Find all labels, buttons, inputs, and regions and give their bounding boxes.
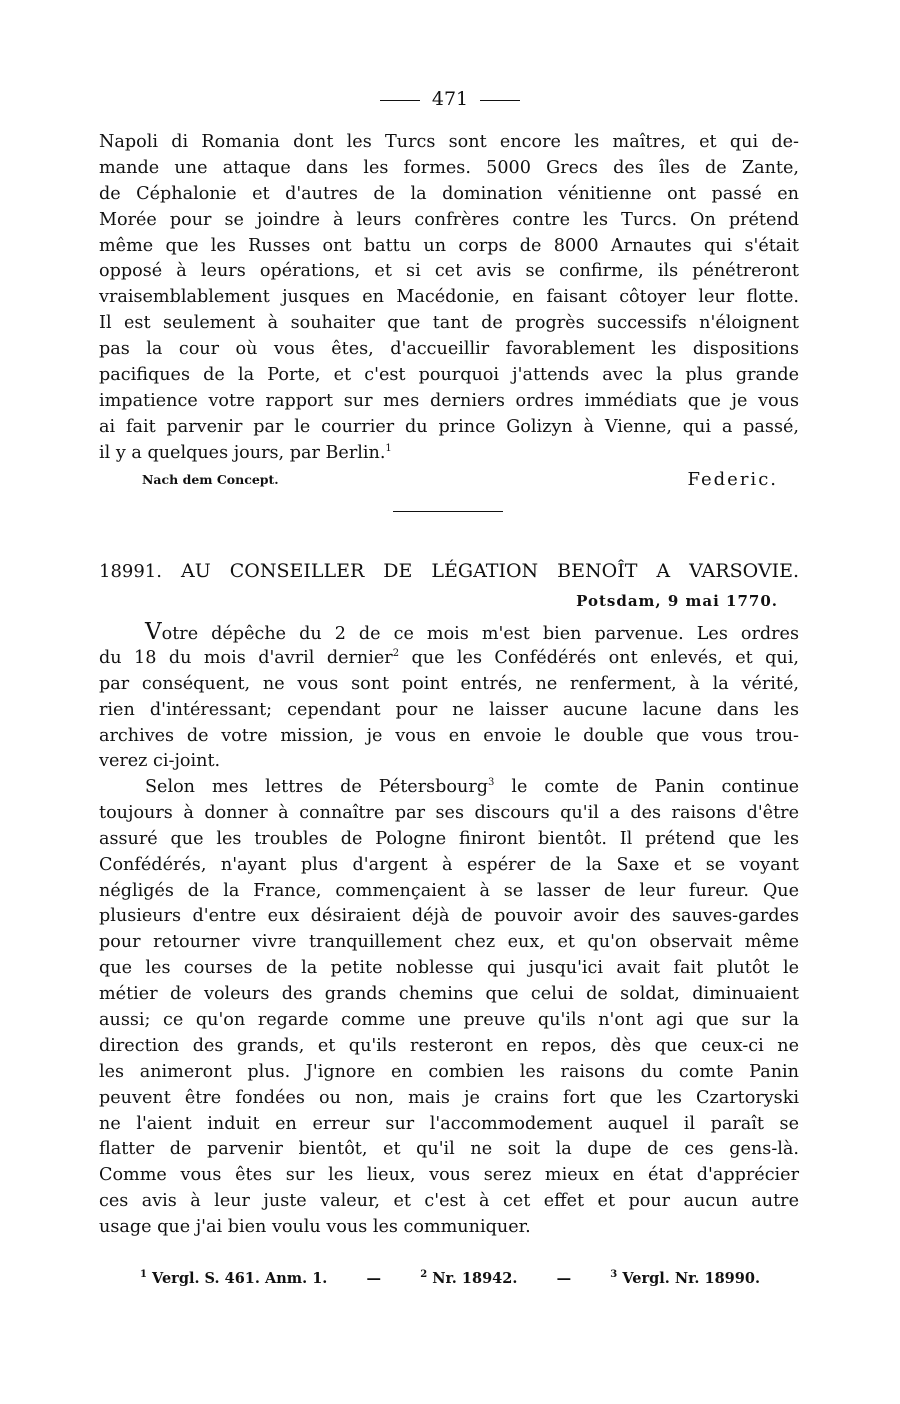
document-title: AU CONSEILLER DE LÉGATION BENOÎT A VARSOVIE. [181,560,799,582]
signature: Federic. [687,469,778,490]
text-line: ces avis à leur juste valeur, et c'est à cet effet et pour aucun autre [99,1191,799,1212]
footnote-mark: 3 [610,1269,618,1281]
text-fragment: Selon mes lettres de Pétersbourg [145,777,489,797]
text-line: plusieurs d'entre eux désiraient déjà de pouvoir avoir des sauves-gardes [99,906,799,927]
footnote-2 [420,1270,517,1287]
footnote-3 [610,1270,760,1287]
letter-paragraph-1 [99,620,799,775]
text-line: pas la cour où vous êtes, d'accueillir favorablement les dispositions [99,339,799,360]
source-note: Nach dem Concept. [142,472,279,487]
text-line: assuré que les troubles de Pologne finiront bientôt. Il prétend que les [99,828,799,849]
text-line-last: verez ci-joint. [99,751,221,772]
text-line: archives de votre mission, je vous en envoie le double que vous trou- [99,725,799,746]
text-line: peuvent être fondées ou non, mais je crains fort que les Czartoryski [99,1087,799,1108]
text-line [99,775,799,801]
text-line: Morée pour se joindre à leurs confrères contre les Turcs. On prétend [99,209,799,230]
text-line: aussi; ce qu'on regarde comme une preuve qu'ils n'ont agi que sur la [99,1010,799,1031]
text-line: Comme vous êtes sur les lieux, vous serez mieux en état d'apprécier [99,1165,799,1186]
page-number-right-dash [480,100,520,101]
text-line: vraisemblablement jusques en Macédonie, en faisant côtoyer leur flotte. [99,287,799,308]
text-line [99,646,799,672]
text-line: même que les Russes ont battu un corps de 8000 Arnautes qui s'était [99,235,799,256]
text-line: ne l'aient induit en erreur sur l'accommodement auquel il paraît se [99,1113,799,1134]
drop-cap: V [145,619,162,645]
text-line: métier de voleurs des grands chemins que celui de soldat, diminuaient [99,984,799,1005]
text-line-last: usage que j'ai bien voulu vous les communiquer. [99,1217,531,1238]
footnote-text: Vergl. Nr. 18990. [622,1270,760,1287]
dateline: Potsdam, 9 mai 1770. [576,592,778,610]
text-line: direction des grands, et qu'ils resteront en repos, dès que ceux-ci ne [99,1035,799,1056]
footnote-separator: — [366,1270,382,1287]
text-line: toujours à donner à connaître par ses discours qu'il a des raisons d'être [99,802,799,823]
closing-row [142,469,778,493]
text-line: pacifiques de la Porte, et c'est pourquoi j'attends avec la plus grande [99,365,799,386]
text-line: opposé à leurs opérations, et si cet avis se confirme, ils pénétreront [99,261,799,282]
text-line: Il est seulement à souhaiter que tant de progrès successifs n'éloignent [99,313,799,334]
document-number: 18991. [99,561,162,582]
page-number-text: 471 [431,88,469,110]
document-heading [99,560,799,582]
text-fragment: il y a quelques jours, par Berlin. [99,442,386,463]
page-number-left-dash [380,100,420,101]
text-fragment: que les Confédérés ont enlevés, et qui, [399,647,799,668]
text-line-last [99,441,799,467]
text-line: impatience votre rapport sur mes derniers ordres immédiats que je vous [99,390,799,411]
footnote-mark: 2 [392,648,400,660]
footnote-mark: 3 [488,777,495,789]
letter-paragraph-2 [99,775,799,1241]
text-line: pour retourner vivre tranquillement chez eux, et qu'on observait même [99,932,799,953]
section-divider [393,511,503,512]
text-line [99,620,799,646]
text-line: de Céphalonie et d'autres de la domination vénitienne ont passé en [99,183,799,204]
text-line: flatter de parvenir bientôt, et qu'il ne soit la dupe de ces gens-là. [99,1139,799,1160]
text-line: les animeront plus. J'ignore en combien les raisons du comte Panin [99,1061,799,1082]
footnote-text: Nr. 18942. [432,1270,518,1287]
text-line: Napoli di Romania dont les Turcs sont encore les maîtres, et qui de- [99,132,799,152]
page-number [0,88,900,110]
text-line: rien d'intéressant; cependant pour ne laisser aucune lacune dans les [99,699,799,720]
text-fragment: du 18 du mois d'avril dernier [99,647,393,668]
footnote-1 [140,1270,327,1287]
footnote-separator: — [556,1270,572,1287]
text-line: Confédérés, n'ayant plus d'argent à espérer de la Saxe et se voyant [99,854,799,875]
text-line: mande une attaque dans les formes. 5000 Grecs des îles de Zante, [99,157,799,178]
footnote-text: Vergl. S. 461. Anm. 1. [152,1270,328,1287]
text-line: que les courses de la petite noblesse qui jusqu'ici avait fait plutôt le [99,958,799,979]
text-line: par conséquent, ne vous sont point entrés, ne renferment, à la vérité, [99,673,799,694]
text-fragment: otre dépêche du 2 de ce mois m'est bien parvenue. Les ordres [161,624,799,644]
footnotes [140,1270,760,1287]
footnote-mark: 1 [385,442,392,454]
text-fragment: le comte de Panin continue [494,777,799,797]
footnote-mark: 1 [140,1269,147,1281]
text-line: négligés de la France, commençaient à se lasser de leur fureur. Que [99,880,799,901]
footnote-mark: 2 [420,1269,428,1281]
continuation-paragraph [99,130,799,467]
text-line: ai fait parvenir par le courrier du prince Golizyn à Vienne, qui a passé, [99,416,799,437]
